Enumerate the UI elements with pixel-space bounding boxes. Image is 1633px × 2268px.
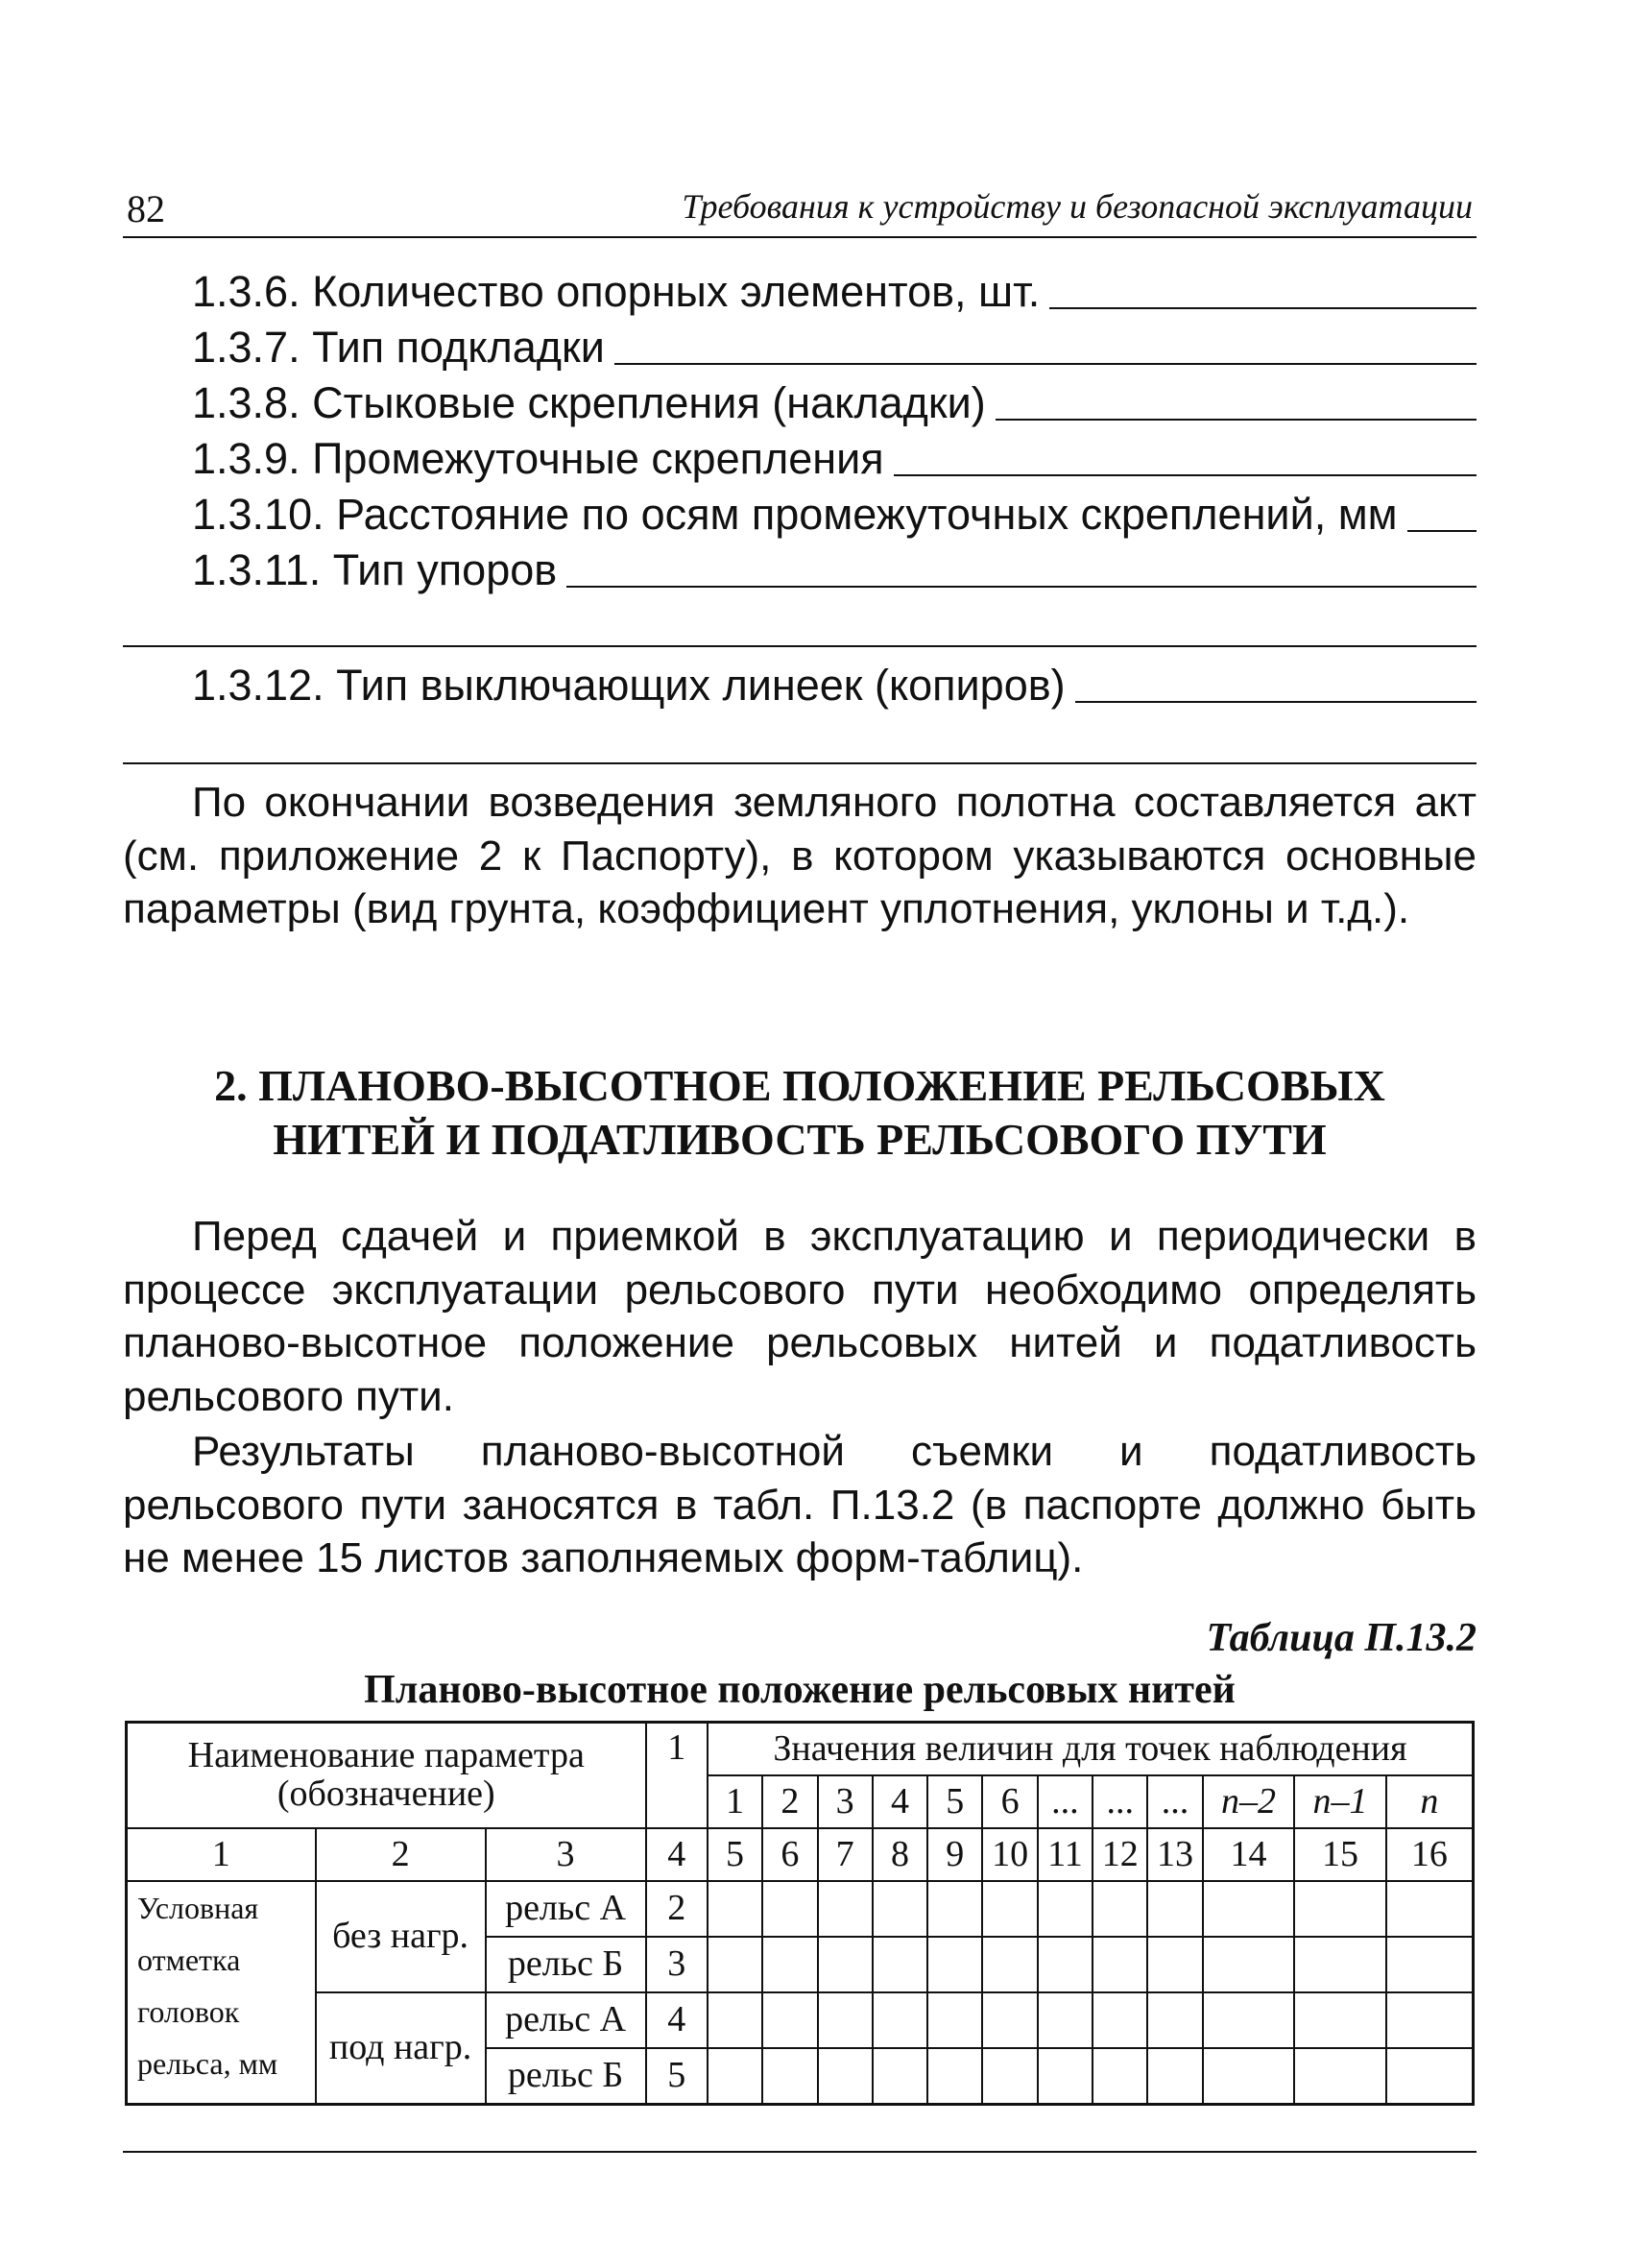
point-header: 3	[818, 1775, 873, 1828]
section-heading-line-2: НИТЕЙ И ПОДАТЛИВОСТЬ РЕЛЬСОВОГО ПУТИ	[273, 1115, 1327, 1164]
rail-position-table	[125, 1721, 1475, 2106]
rail-cell: рельс А	[486, 1992, 646, 2048]
point-header: 4	[873, 1775, 927, 1828]
column-number: 8	[873, 1828, 927, 1881]
fill-line	[996, 419, 1477, 421]
value-cell[interactable]	[873, 1992, 927, 2048]
section-heading-line-1: 2. ПЛАНОВО-ВЫСОТНОЕ ПОЛОЖЕНИЕ РЕЛЬСОВЫХ	[214, 1061, 1385, 1110]
fill-line	[566, 586, 1477, 588]
value-cell[interactable]	[762, 1992, 817, 2048]
load-under-cell: под нагр.	[316, 1992, 486, 2105]
form-field-1-3-9	[123, 424, 1477, 483]
value-cell[interactable]	[1386, 2048, 1474, 2105]
form-field-1-3-8	[123, 369, 1477, 427]
point-header: ...	[1147, 1775, 1202, 1828]
value-cell[interactable]	[1147, 2048, 1202, 2105]
rail-cell: рельс Б	[486, 2048, 646, 2105]
value-cell[interactable]	[873, 1881, 927, 1937]
value-cell[interactable]	[1386, 1937, 1474, 1992]
form-field-list	[123, 257, 1477, 764]
value-cell[interactable]	[818, 1992, 873, 2048]
fill-line	[1407, 530, 1477, 532]
column-number: 11	[1038, 1828, 1093, 1881]
value-cell[interactable]	[1203, 1881, 1295, 1937]
value-cell[interactable]	[708, 1881, 762, 1937]
value-cell[interactable]	[1038, 2048, 1093, 2105]
value-cell[interactable]	[982, 1992, 1037, 2048]
form-field-1-3-12	[123, 647, 1477, 710]
value-cell[interactable]	[927, 2048, 982, 2105]
value-cell[interactable]	[927, 1881, 982, 1937]
rail-cell: рельс Б	[486, 1937, 646, 1992]
value-cell[interactable]	[762, 2048, 817, 2105]
value-cell[interactable]	[762, 1937, 817, 1992]
value-cell[interactable]	[982, 1881, 1037, 1937]
value-cell[interactable]	[1294, 1937, 1386, 1992]
column-number: 10	[982, 1828, 1037, 1881]
value-cell[interactable]	[1386, 1992, 1474, 2048]
header-col-1: 1	[646, 1723, 708, 1829]
form-field-label: 1.3.12. Тип выключающих линеек (копиров)	[192, 661, 1066, 710]
row-code: 3	[646, 1937, 708, 1992]
header-observation-values: Значения величин для точек наблюдения	[708, 1723, 1474, 1776]
value-cell[interactable]	[1038, 1992, 1093, 2048]
value-cell[interactable]	[708, 1992, 762, 2048]
form-field-1-3-10	[123, 480, 1477, 539]
point-header: n	[1386, 1775, 1474, 1828]
value-cell[interactable]	[1093, 2048, 1147, 2105]
value-cell[interactable]	[982, 2048, 1037, 2105]
rail-cell: рельс А	[486, 1881, 646, 1937]
value-cell[interactable]	[1294, 1992, 1386, 2048]
column-number: 14	[1203, 1828, 1295, 1881]
column-number: 16	[1386, 1828, 1474, 1881]
value-cell[interactable]	[762, 1881, 817, 1937]
value-cell[interactable]	[1203, 2048, 1295, 2105]
fill-line	[614, 363, 1477, 365]
value-cell[interactable]	[1038, 1881, 1093, 1937]
page-header	[123, 184, 1477, 238]
running-title: Требования к устройству и безопасной эксплуатации	[682, 187, 1473, 226]
fill-line	[1075, 701, 1477, 703]
point-header: 6	[982, 1775, 1037, 1828]
column-number: 5	[708, 1828, 762, 1881]
point-header: n–1	[1294, 1775, 1386, 1828]
column-number: 13	[1147, 1828, 1202, 1881]
value-cell[interactable]	[927, 1992, 982, 2048]
column-number: 2	[316, 1828, 486, 1881]
point-header: 2	[762, 1775, 817, 1828]
form-field-1-3-7	[123, 313, 1477, 372]
form-field-1-3-6	[123, 257, 1477, 316]
value-cell[interactable]	[1147, 1992, 1202, 2048]
header-parameter-name: Наименование параметра (обозначение)	[127, 1723, 646, 1829]
point-header: ...	[1038, 1775, 1093, 1828]
column-number: 9	[927, 1828, 982, 1881]
column-number: 7	[818, 1828, 873, 1881]
table-number: Таблица П.13.2	[1206, 1616, 1477, 1660]
section-heading	[123, 1059, 1477, 1167]
fill-line	[894, 474, 1477, 476]
column-number: 6	[762, 1828, 817, 1881]
load-none-cell: без нагр.	[316, 1881, 486, 1992]
form-field-label: 1.3.8. Стыковые скрепления (накладки)	[192, 378, 986, 427]
value-cell[interactable]	[818, 1881, 873, 1937]
page-number: 82	[127, 187, 165, 230]
row-code: 2	[646, 1881, 708, 1937]
point-header: n–2	[1203, 1775, 1295, 1828]
value-cell[interactable]	[1093, 1992, 1147, 2048]
column-number: 3	[486, 1828, 646, 1881]
value-cell[interactable]	[1093, 1881, 1147, 1937]
column-number: 4	[646, 1828, 708, 1881]
value-cell[interactable]	[873, 2048, 927, 2105]
value-cell[interactable]	[1203, 1937, 1295, 1992]
value-cell[interactable]	[873, 1937, 927, 1992]
point-header: 1	[708, 1775, 762, 1828]
value-cell[interactable]	[1147, 1881, 1202, 1937]
value-cell[interactable]	[818, 1937, 873, 1992]
value-cell[interactable]	[1038, 1937, 1093, 1992]
column-number: 15	[1294, 1828, 1386, 1881]
bottom-rule	[123, 2151, 1477, 2153]
column-number: 1	[127, 1828, 316, 1881]
paragraph-before-handover: Перед сдачей и приемкой в эксплуатацию и периодически в процессе эксплуатации рельсового пути необходимо определять планово-высотное положение рельсовых нитей и податливость рельсового пути.	[123, 1213, 1477, 1420]
point-header: ...	[1093, 1775, 1147, 1828]
column-number: 12	[1093, 1828, 1147, 1881]
blank-line	[123, 591, 1477, 647]
value-cell[interactable]	[982, 1937, 1037, 1992]
value-cell[interactable]	[1386, 1881, 1474, 1937]
fill-line	[1049, 307, 1477, 309]
value-cell[interactable]	[818, 2048, 873, 2105]
value-cell[interactable]	[1203, 1992, 1295, 2048]
form-field-label: 1.3.9. Промежуточные скрепления	[192, 434, 884, 483]
blank-line	[123, 707, 1477, 764]
point-header: 5	[927, 1775, 982, 1828]
form-field-label: 1.3.6. Количество опорных элементов, шт.	[192, 267, 1041, 316]
value-cell[interactable]	[1147, 1937, 1202, 1992]
paragraph-act: По окончании возведения земляного полотна составляется акт (см. приложение 2 к Паспорту), в котором указываются основные параметры (вид грунта, коэффициент уплотнения, уклоны и т.д.).	[123, 779, 1477, 932]
row-code: 5	[646, 2048, 708, 2105]
row-group-rail-head-mark: Условная отметка головок рельса, мм	[127, 1881, 316, 2105]
form-field-1-3-11	[123, 536, 1477, 594]
value-cell[interactable]	[927, 1937, 982, 1992]
form-field-label: 1.3.7. Тип подкладки	[192, 323, 605, 372]
value-cell[interactable]	[708, 2048, 762, 2105]
paragraph-results: Результаты планово-высотной съемки и податливость рельсового пути заносятся в табл. П.13.2 (в паспорте должно быть не менее 15 листов заполняемых форм-таблиц).	[123, 1428, 1477, 1581]
form-field-label: 1.3.10. Расстояние по осям промежуточных скреплений, мм	[192, 490, 1398, 539]
value-cell[interactable]	[1294, 1881, 1386, 1937]
value-cell[interactable]	[1294, 2048, 1386, 2105]
table-title: Планово-высотное положение рельсовых нитей	[364, 1668, 1236, 1712]
form-field-label: 1.3.11. Тип упоров	[192, 545, 558, 594]
value-cell[interactable]	[1093, 1937, 1147, 1992]
value-cell[interactable]	[708, 1937, 762, 1992]
row-code: 4	[646, 1992, 708, 2048]
